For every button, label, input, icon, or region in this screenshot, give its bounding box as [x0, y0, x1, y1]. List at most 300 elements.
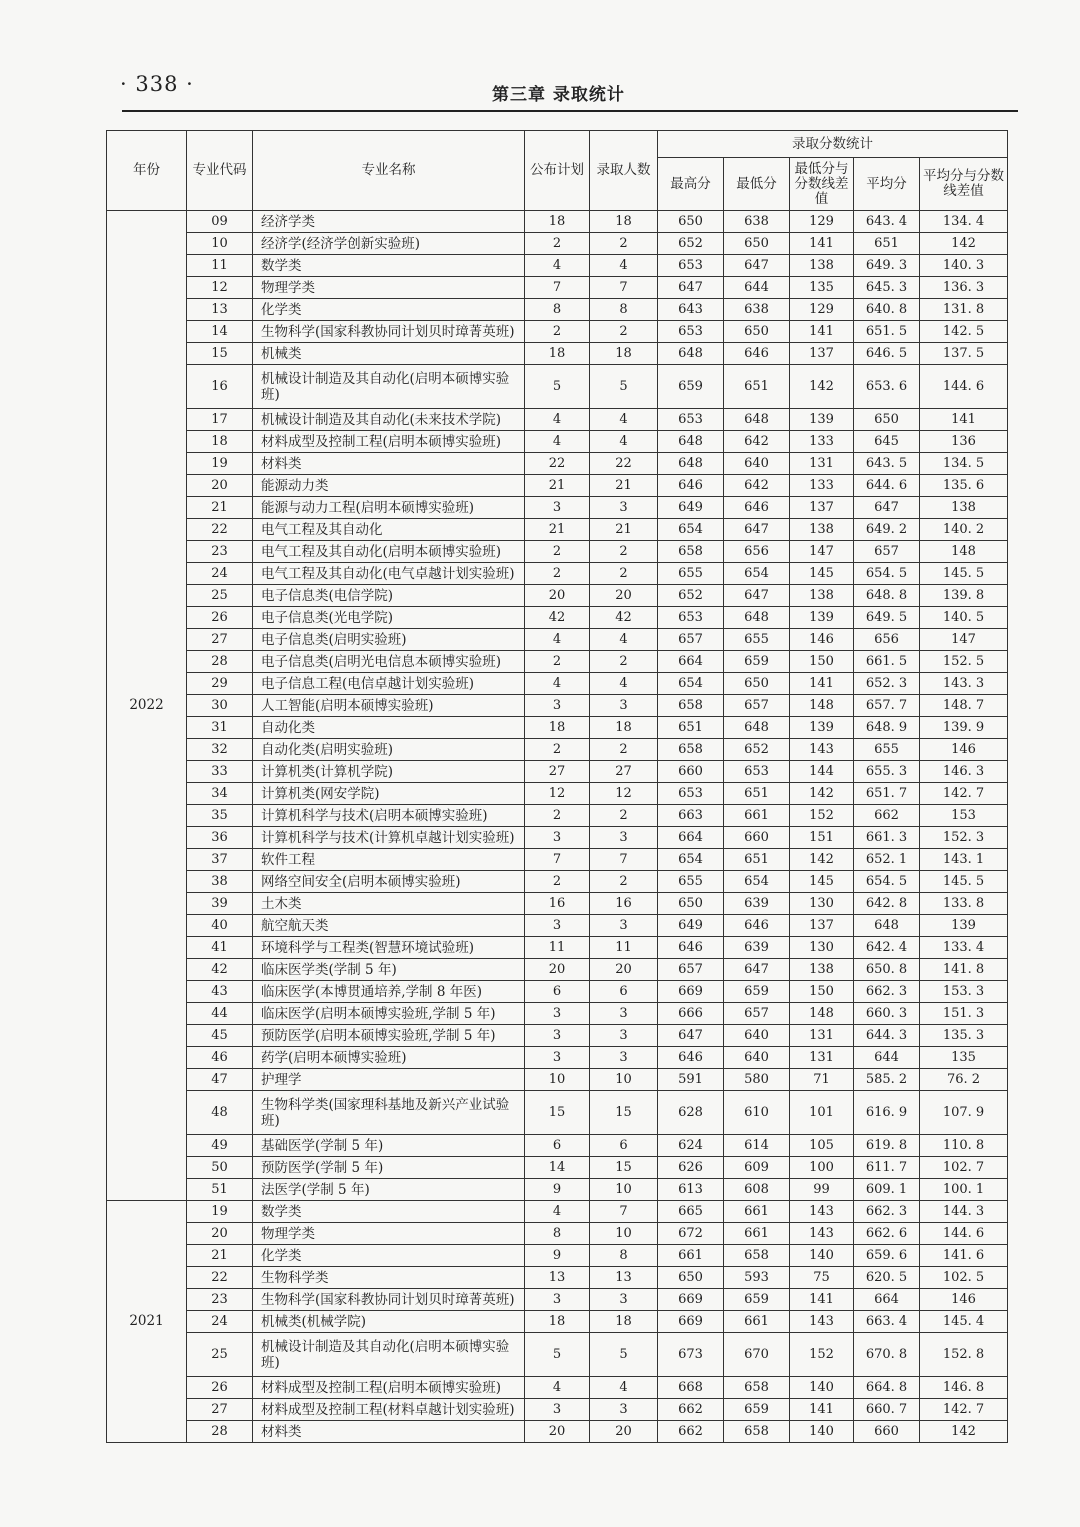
admitted-count: 3: [590, 915, 658, 937]
plan-count: 2: [525, 739, 590, 761]
avg-score-diff: 133. 8: [920, 893, 1008, 915]
col-avg-diff: 平均分与分数线差值: [920, 158, 1008, 211]
max-score: 643: [658, 299, 724, 321]
min-score: 648: [724, 409, 790, 431]
major-name: 药学(启明本硕博实验班): [253, 1047, 525, 1069]
avg-score-diff: 141: [920, 409, 1008, 431]
table-row: [107, 1333, 1008, 1377]
admitted-count: 18: [590, 1311, 658, 1333]
avg-score: 663. 4: [854, 1311, 920, 1333]
table-row: [107, 211, 1008, 233]
major-code: 35: [187, 805, 253, 827]
table-row: [107, 1201, 1008, 1223]
avg-score-diff: 140. 2: [920, 519, 1008, 541]
major-code: 41: [187, 937, 253, 959]
major-code: 33: [187, 761, 253, 783]
min-score-diff: 148: [790, 695, 854, 717]
admitted-count: 8: [590, 299, 658, 321]
table-row: [107, 497, 1008, 519]
admitted-count: 5: [590, 365, 658, 409]
avg-score-diff: 142: [920, 233, 1008, 255]
avg-score: 644. 3: [854, 1025, 920, 1047]
major-name: 软件工程: [253, 849, 525, 871]
major-name: 环境科学与工程类(智慧环境试验班): [253, 937, 525, 959]
table-row: [107, 431, 1008, 453]
admitted-count: 2: [590, 321, 658, 343]
admitted-count: 5: [590, 1333, 658, 1377]
avg-score: 655: [854, 739, 920, 761]
min-score-diff: 144: [790, 761, 854, 783]
min-score-diff: 152: [790, 805, 854, 827]
avg-score: 648. 8: [854, 585, 920, 607]
avg-score-diff: 138: [920, 497, 1008, 519]
major-name: 经济学类: [253, 211, 525, 233]
min-score-diff: 99: [790, 1179, 854, 1201]
admitted-count: 10: [590, 1223, 658, 1245]
avg-score-diff: 146. 8: [920, 1377, 1008, 1399]
min-score: 614: [724, 1135, 790, 1157]
major-name: 计算机类(网安学院): [253, 783, 525, 805]
plan-count: 4: [525, 409, 590, 431]
admitted-count: 18: [590, 343, 658, 365]
avg-score: 650. 8: [854, 959, 920, 981]
admitted-count: 3: [590, 1025, 658, 1047]
plan-count: 3: [525, 1047, 590, 1069]
min-score: 646: [724, 915, 790, 937]
avg-score-diff: 135. 6: [920, 475, 1008, 497]
min-score: 659: [724, 1399, 790, 1421]
avg-score-diff: 152. 8: [920, 1333, 1008, 1377]
min-score: 661: [724, 805, 790, 827]
major-code: 43: [187, 981, 253, 1003]
major-code: 15: [187, 343, 253, 365]
plan-count: 4: [525, 1377, 590, 1399]
avg-score-diff: 142. 7: [920, 1399, 1008, 1421]
plan-count: 16: [525, 893, 590, 915]
major-code: 28: [187, 1421, 253, 1443]
avg-score-diff: 139. 8: [920, 585, 1008, 607]
max-score: 647: [658, 1025, 724, 1047]
avg-score-diff: 144. 6: [920, 1223, 1008, 1245]
plan-count: 2: [525, 651, 590, 673]
table-row: [107, 1377, 1008, 1399]
col-max: 最高分: [658, 158, 724, 211]
max-score: 646: [658, 937, 724, 959]
major-code: 12: [187, 277, 253, 299]
major-code: 22: [187, 1267, 253, 1289]
plan-count: 20: [525, 959, 590, 981]
major-code: 25: [187, 585, 253, 607]
major-name: 材料类: [253, 1421, 525, 1443]
major-name: 机械设计制造及其自动化(未来技术学院): [253, 409, 525, 431]
min-score: 638: [724, 299, 790, 321]
admitted-count: 2: [590, 563, 658, 585]
table-row: [107, 1267, 1008, 1289]
col-avg: 平均分: [854, 158, 920, 211]
min-score: 656: [724, 541, 790, 563]
max-score: 661: [658, 1245, 724, 1267]
plan-count: 27: [525, 761, 590, 783]
max-score: 658: [658, 695, 724, 717]
admitted-count: 15: [590, 1091, 658, 1135]
min-score-diff: 100: [790, 1157, 854, 1179]
min-score: 647: [724, 255, 790, 277]
admitted-count: 4: [590, 629, 658, 651]
min-score: 639: [724, 893, 790, 915]
min-score-diff: 148: [790, 1003, 854, 1025]
min-score-diff: 141: [790, 1399, 854, 1421]
min-score: 648: [724, 607, 790, 629]
table-row: [107, 1135, 1008, 1157]
admitted-count: 22: [590, 453, 658, 475]
major-name: 基础医学(学制 5 年): [253, 1135, 525, 1157]
min-score-diff: 130: [790, 893, 854, 915]
plan-count: 2: [525, 871, 590, 893]
major-code: 10: [187, 233, 253, 255]
min-score-diff: 143: [790, 1223, 854, 1245]
avg-score-diff: 136. 3: [920, 277, 1008, 299]
admitted-count: 2: [590, 871, 658, 893]
plan-count: 11: [525, 937, 590, 959]
col-year: 年份: [107, 131, 187, 211]
avg-score: 649. 3: [854, 255, 920, 277]
plan-count: 10: [525, 1069, 590, 1091]
avg-score-diff: 139. 9: [920, 717, 1008, 739]
admitted-count: 18: [590, 717, 658, 739]
admitted-count: 2: [590, 805, 658, 827]
min-score: 608: [724, 1179, 790, 1201]
min-score: 640: [724, 1047, 790, 1069]
plan-count: 3: [525, 695, 590, 717]
major-name: 数学类: [253, 255, 525, 277]
min-score: 659: [724, 1289, 790, 1311]
max-score: 649: [658, 497, 724, 519]
major-code: 27: [187, 1399, 253, 1421]
table-row: [107, 1179, 1008, 1201]
table-row: [107, 1245, 1008, 1267]
max-score: 652: [658, 233, 724, 255]
plan-count: 8: [525, 299, 590, 321]
min-score-diff: 137: [790, 915, 854, 937]
min-score: 642: [724, 431, 790, 453]
major-name: 能源动力类: [253, 475, 525, 497]
major-name: 临床医学(启明本硕博实验班,学制 5 年): [253, 1003, 525, 1025]
avg-score: 661. 3: [854, 827, 920, 849]
admitted-count: 3: [590, 1047, 658, 1069]
min-score: 650: [724, 233, 790, 255]
avg-score-diff: 144. 3: [920, 1201, 1008, 1223]
year-cell: 2021: [107, 1201, 187, 1443]
col-plan: 公布计划: [525, 131, 590, 211]
table-row: [107, 1003, 1008, 1025]
major-code: 40: [187, 915, 253, 937]
plan-count: 3: [525, 1003, 590, 1025]
max-score: 653: [658, 607, 724, 629]
table-row: [107, 695, 1008, 717]
admission-stats-table: [106, 130, 1008, 1443]
avg-score-diff: 146. 3: [920, 761, 1008, 783]
table-row: [107, 277, 1008, 299]
min-score: 647: [724, 519, 790, 541]
major-code: 49: [187, 1135, 253, 1157]
major-code: 26: [187, 607, 253, 629]
admitted-count: 4: [590, 673, 658, 695]
min-score-diff: 138: [790, 519, 854, 541]
avg-score-diff: 134. 4: [920, 211, 1008, 233]
admitted-count: 7: [590, 1201, 658, 1223]
major-code: 22: [187, 519, 253, 541]
max-score: 654: [658, 519, 724, 541]
max-score: 662: [658, 1399, 724, 1421]
major-code: 16: [187, 365, 253, 409]
major-code: 19: [187, 453, 253, 475]
major-code: 34: [187, 783, 253, 805]
avg-score: 650: [854, 409, 920, 431]
major-name: 机械类: [253, 343, 525, 365]
major-code: 24: [187, 1311, 253, 1333]
major-name: 材料成型及控制工程(材料卓越计划实验班): [253, 1399, 525, 1421]
chapter-title: 第三章 录取统计: [492, 85, 625, 105]
plan-count: 9: [525, 1245, 590, 1267]
min-score: 657: [724, 695, 790, 717]
min-score-diff: 141: [790, 1289, 854, 1311]
plan-count: 2: [525, 563, 590, 585]
major-name: 电子信息工程(电信卓越计划实验班): [253, 673, 525, 695]
admitted-count: 10: [590, 1179, 658, 1201]
page-number: · 338 ·: [120, 72, 194, 96]
avg-score: 651. 5: [854, 321, 920, 343]
min-score-diff: 131: [790, 453, 854, 475]
avg-score: 662. 6: [854, 1223, 920, 1245]
major-name: 航空航天类: [253, 915, 525, 937]
major-code: 47: [187, 1069, 253, 1091]
admitted-count: 6: [590, 1135, 658, 1157]
min-score-diff: 141: [790, 233, 854, 255]
plan-count: 42: [525, 607, 590, 629]
major-name: 机械类(机械学院): [253, 1311, 525, 1333]
major-code: 23: [187, 1289, 253, 1311]
avg-score-diff: 100. 1: [920, 1179, 1008, 1201]
min-score-diff: 140: [790, 1245, 854, 1267]
plan-count: 3: [525, 1289, 590, 1311]
admitted-count: 12: [590, 783, 658, 805]
min-score-diff: 143: [790, 1311, 854, 1333]
avg-score: 645: [854, 431, 920, 453]
min-score: 646: [724, 497, 790, 519]
major-name: 电子信息类(启明光电信息本硕博实验班): [253, 651, 525, 673]
avg-score: 647: [854, 497, 920, 519]
plan-count: 18: [525, 717, 590, 739]
avg-score-diff: 147: [920, 629, 1008, 651]
major-code: 21: [187, 497, 253, 519]
min-score-diff: 137: [790, 343, 854, 365]
min-score-diff: 142: [790, 849, 854, 871]
col-min-diff: 最低分与分数线差值: [790, 158, 854, 211]
avg-score: 656: [854, 629, 920, 651]
max-score: 650: [658, 893, 724, 915]
max-score: 655: [658, 563, 724, 585]
min-score-diff: 105: [790, 1135, 854, 1157]
admitted-count: 8: [590, 1245, 658, 1267]
plan-count: 20: [525, 585, 590, 607]
min-score: 651: [724, 783, 790, 805]
avg-score: 653. 6: [854, 365, 920, 409]
min-score-diff: 71: [790, 1069, 854, 1091]
min-score-diff: 129: [790, 299, 854, 321]
min-score-diff: 138: [790, 959, 854, 981]
avg-score-diff: 148: [920, 541, 1008, 563]
avg-score: 661. 5: [854, 651, 920, 673]
min-score: 657: [724, 1003, 790, 1025]
max-score: 673: [658, 1333, 724, 1377]
min-score-diff: 142: [790, 365, 854, 409]
table-row: [107, 893, 1008, 915]
plan-count: 9: [525, 1179, 590, 1201]
plan-count: 3: [525, 497, 590, 519]
min-score-diff: 135: [790, 277, 854, 299]
plan-count: 4: [525, 673, 590, 695]
table-row: [107, 1289, 1008, 1311]
min-score-diff: 143: [790, 1201, 854, 1223]
min-score-diff: 138: [790, 255, 854, 277]
max-score: 651: [658, 717, 724, 739]
admitted-count: 18: [590, 211, 658, 233]
min-score-diff: 130: [790, 937, 854, 959]
max-score: 591: [658, 1069, 724, 1091]
plan-count: 21: [525, 519, 590, 541]
max-score: 653: [658, 409, 724, 431]
min-score: 661: [724, 1201, 790, 1223]
max-score: 646: [658, 475, 724, 497]
major-code: 28: [187, 651, 253, 673]
table-row: [107, 233, 1008, 255]
plan-count: 2: [525, 541, 590, 563]
major-code: 46: [187, 1047, 253, 1069]
major-name: 自动化类(启明实验班): [253, 739, 525, 761]
table-row: [107, 321, 1008, 343]
avg-score: 657. 7: [854, 695, 920, 717]
major-code: 18: [187, 431, 253, 453]
major-code: 25: [187, 1333, 253, 1377]
table-row: [107, 981, 1008, 1003]
admitted-count: 13: [590, 1267, 658, 1289]
avg-score-diff: 137. 5: [920, 343, 1008, 365]
admitted-count: 3: [590, 695, 658, 717]
header-rule: [122, 110, 1018, 112]
min-score: 609: [724, 1157, 790, 1179]
max-score: 665: [658, 1201, 724, 1223]
plan-count: 2: [525, 805, 590, 827]
avg-score-diff: 139: [920, 915, 1008, 937]
table-row: [107, 453, 1008, 475]
major-code: 42: [187, 959, 253, 981]
avg-score-diff: 145. 5: [920, 563, 1008, 585]
table-row: [107, 607, 1008, 629]
min-score-diff: 147: [790, 541, 854, 563]
major-name: 计算机科学与技术(启明本硕博实验班): [253, 805, 525, 827]
max-score: 628: [658, 1091, 724, 1135]
min-score: 658: [724, 1245, 790, 1267]
min-score: 639: [724, 937, 790, 959]
major-code: 29: [187, 673, 253, 695]
avg-score: 646. 5: [854, 343, 920, 365]
major-code: 11: [187, 255, 253, 277]
plan-count: 6: [525, 981, 590, 1003]
table-row: [107, 805, 1008, 827]
major-name: 电子信息类(启明实验班): [253, 629, 525, 651]
max-score: 646: [658, 1047, 724, 1069]
max-score: 654: [658, 849, 724, 871]
table-row: [107, 849, 1008, 871]
major-name: 电气工程及其自动化: [253, 519, 525, 541]
min-score: 651: [724, 849, 790, 871]
avg-score: 649. 2: [854, 519, 920, 541]
major-name: 临床医学类(学制 5 年): [253, 959, 525, 981]
table-row: [107, 1223, 1008, 1245]
major-code: 48: [187, 1091, 253, 1135]
major-name: 法医学(学制 5 年): [253, 1179, 525, 1201]
avg-score: 662. 3: [854, 1201, 920, 1223]
plan-count: 20: [525, 1421, 590, 1443]
min-score: 610: [724, 1091, 790, 1135]
major-code: 37: [187, 849, 253, 871]
col-code: 专业代码: [187, 131, 253, 211]
major-code: 21: [187, 1245, 253, 1267]
table-row: [107, 629, 1008, 651]
plan-count: 5: [525, 365, 590, 409]
avg-score-diff: 148. 7: [920, 695, 1008, 717]
min-score: 648: [724, 717, 790, 739]
col-min: 最低分: [724, 158, 790, 211]
table-row: [107, 1025, 1008, 1047]
max-score: 658: [658, 739, 724, 761]
admitted-count: 20: [590, 959, 658, 981]
plan-count: 18: [525, 1311, 590, 1333]
min-score: 650: [724, 321, 790, 343]
major-name: 物理学类: [253, 277, 525, 299]
admitted-count: 20: [590, 1421, 658, 1443]
plan-count: 2: [525, 233, 590, 255]
major-code: 51: [187, 1179, 253, 1201]
avg-score: 659. 6: [854, 1245, 920, 1267]
table-row: [107, 343, 1008, 365]
avg-score: 642. 8: [854, 893, 920, 915]
avg-score-diff: 143. 1: [920, 849, 1008, 871]
avg-score: 662. 3: [854, 981, 920, 1003]
max-score: 660: [658, 761, 724, 783]
table-row: [107, 1399, 1008, 1421]
major-code: 20: [187, 1223, 253, 1245]
min-score-diff: 141: [790, 673, 854, 695]
avg-score-diff: 102. 5: [920, 1267, 1008, 1289]
plan-count: 5: [525, 1333, 590, 1377]
table-row: [107, 541, 1008, 563]
min-score: 647: [724, 959, 790, 981]
min-score: 644: [724, 277, 790, 299]
min-score: 640: [724, 1025, 790, 1047]
max-score: 653: [658, 321, 724, 343]
min-score-diff: 142: [790, 783, 854, 805]
max-score: 647: [658, 277, 724, 299]
table-row: [107, 1047, 1008, 1069]
avg-score: 654. 5: [854, 871, 920, 893]
table-row: [107, 783, 1008, 805]
max-score: 650: [658, 1267, 724, 1289]
year-cell: 2022: [107, 211, 187, 1201]
avg-score-diff: 143. 3: [920, 673, 1008, 695]
max-score: 654: [658, 673, 724, 695]
min-score: 651: [724, 365, 790, 409]
